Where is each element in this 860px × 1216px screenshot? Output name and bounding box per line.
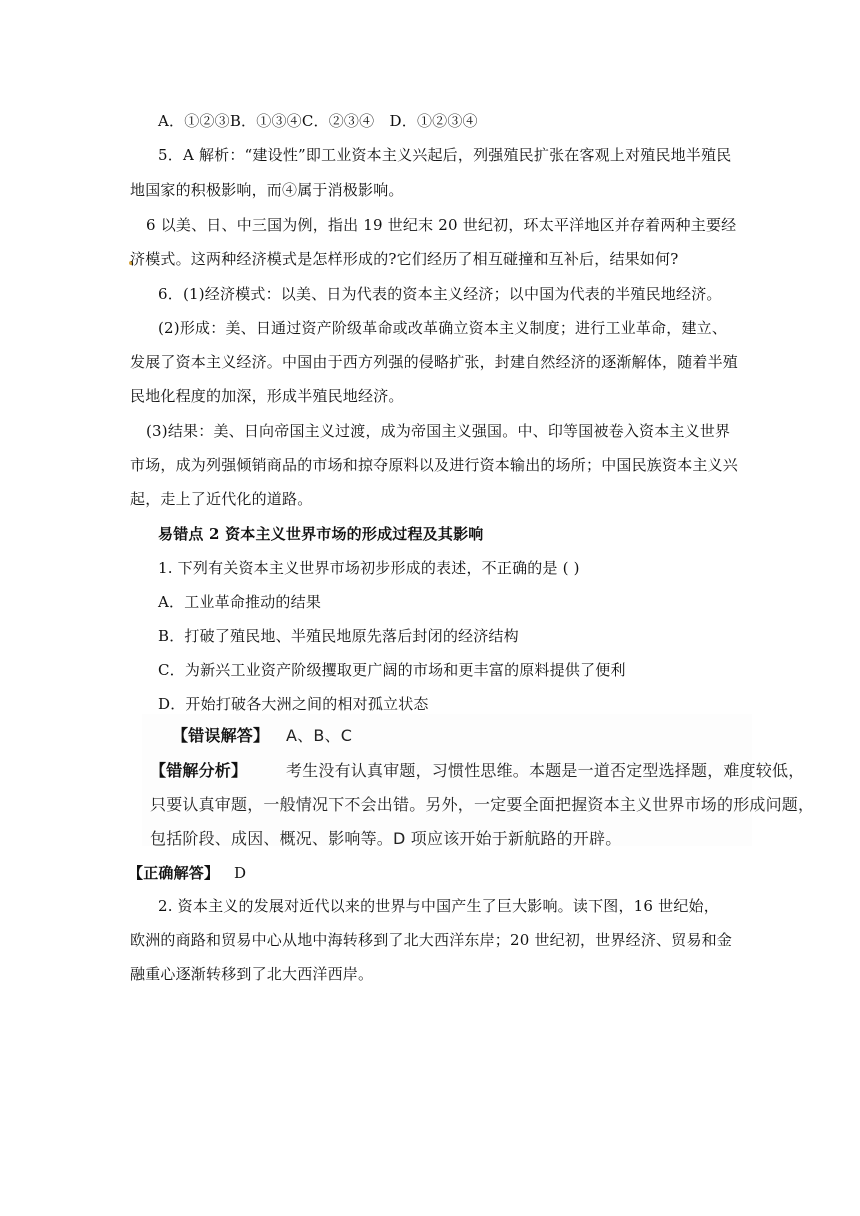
error-analysis-label: 【错解分析】 <box>150 761 248 780</box>
option-a: A．工业革命推动的结果 <box>158 593 322 611</box>
analysis-5-line-1: 5．A 解析：“建设性”即工业资本主义兴起后，列强殖民扩张在客观上对殖民地半殖民 <box>158 146 732 164</box>
answer-6-part-3-line-2: 市场，成为列强倾销商品的市场和掠夺原料以及进行资本输出的场所；中国民族资本主义兴 <box>130 456 739 474</box>
question-2-line-2: 欧洲的商路和贸易中心从地中海转移到了北大西洋东岸；20 世纪初，世界经济、贸易和金 <box>130 931 733 949</box>
error-analysis-line-1: 考生没有认真审题，习惯性思维。本题是一道否定型选择题，难度较低， <box>286 761 805 780</box>
answer-6-part-3-line-1: (3)结果：美、日向帝国主义过渡，成为帝国主义强国。中、印等国被卷入资本主义世界 <box>146 422 731 440</box>
question-2-line-1: 2. 资本主义的发展对近代以来的世界与中国产生了巨大影响。读下图，16 世纪始， <box>158 897 719 915</box>
question-2-line-3: 融重心逐渐转移到了北大西洋西岸。 <box>130 965 374 983</box>
question-6-line-1: 6 以美、日、中三国为例，指出 19 世纪末 20 世纪初，环太平洋地区并存着两种主要经 <box>146 216 737 234</box>
answer-6-part-2-line-3: 民地化程度的加深，形成半殖民地经济。 <box>130 387 404 405</box>
wrong-answer-label: 【错误解答】 <box>172 726 270 745</box>
answer-6-part-2-line-1: (2)形成：美、日通过资产阶级革命或改革确立资本主义制度；进行工业革命，建立、 <box>158 319 728 337</box>
option-b: B．打破了殖民地、半殖民地原先落后封闭的经济结构 <box>158 627 519 645</box>
wrong-answer-value: A、B、C <box>286 726 353 745</box>
error-analysis-line-2: 只要认真审题，一般情况下不会出错。另外，一定要全面把握资本主义世界市场的形成问题， <box>150 795 815 814</box>
answer-6-part-1: 6．(1)经济模式：以美、日为代表的资本主义经济；以中国为代表的半殖民地经济。 <box>158 285 722 303</box>
answer-6-part-3-line-3: 起，走上了近代化的道路。 <box>130 490 313 508</box>
answer-6-part-2-line-2: 发展了资本主义经济。中国由于西方列强的侵略扩张，封建自然经济的逐渐解体，随着半殖 <box>130 353 739 371</box>
section-heading: 易错点 2 资本主义世界市场的形成过程及其影响 <box>158 525 484 543</box>
question-6-line-2: 济模式。这两种经济模式是怎样形成的?它们经历了相互碰撞和互补后，结果如何? <box>130 250 679 268</box>
analysis-5-line-2: 地国家的积极影响，而④属于消极影响。 <box>130 181 404 199</box>
correct-answer-label: 【正确解答】 <box>128 864 220 882</box>
correct-answer-value: D <box>234 864 247 882</box>
answer-options-line: A．①②③B．①③④C．②③④ D．①②③④ <box>158 112 478 130</box>
question-1-stem: 1. 下列有关资本主义世界市场初步形成的表述，不正确的是 ( ) <box>158 559 580 577</box>
error-analysis-line-3: 包括阶段、成因、概况、影响等。D 项应该开始于新航路的开辟。 <box>150 829 622 848</box>
option-c: C．为新兴工业资产阶级攫取更广阔的市场和更丰富的原料提供了便利 <box>158 661 626 679</box>
option-d: D．开始打破各大洲之间的相对孤立状态 <box>158 695 429 713</box>
